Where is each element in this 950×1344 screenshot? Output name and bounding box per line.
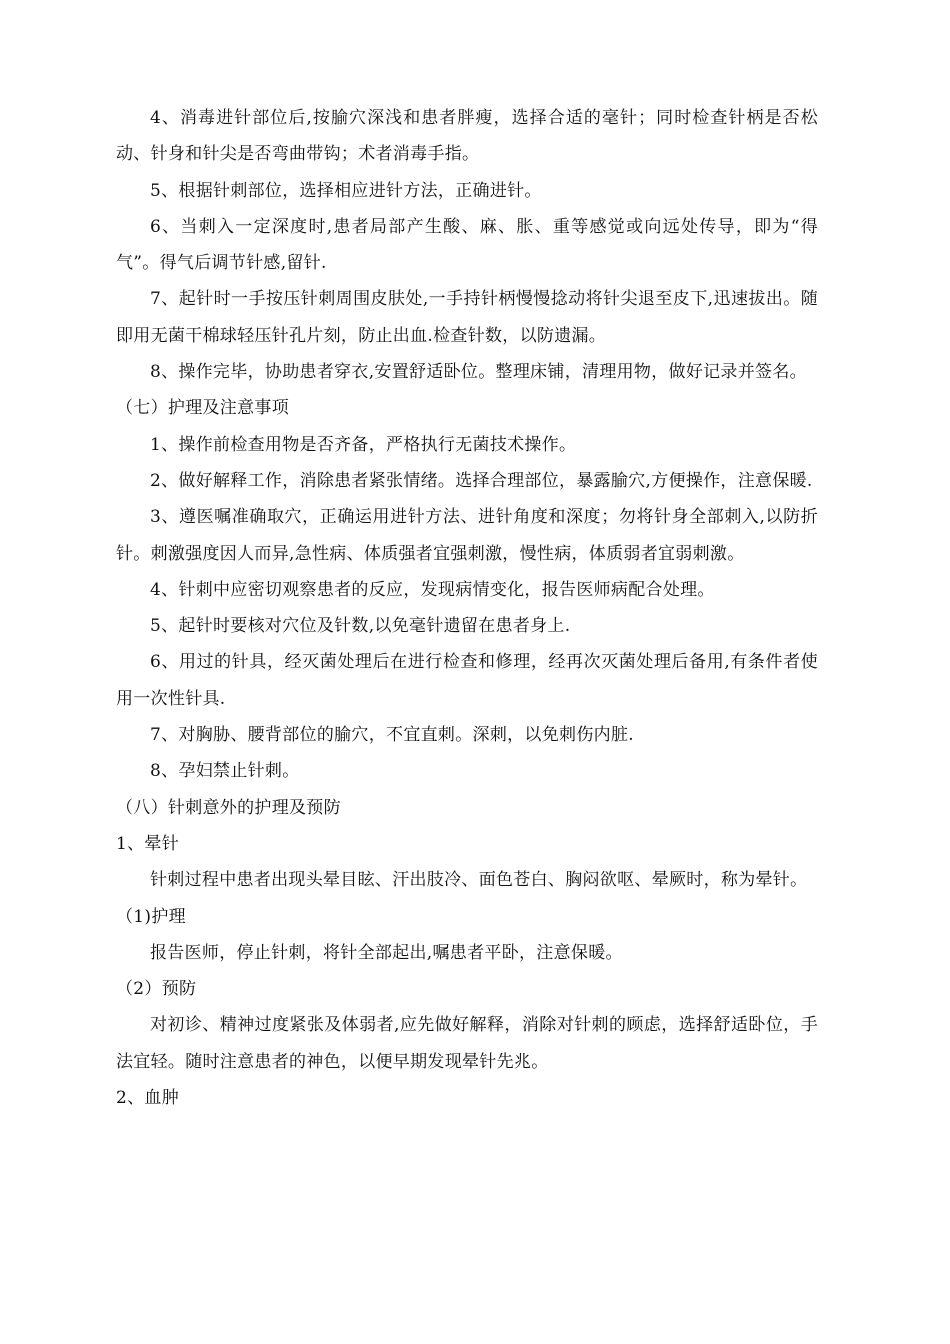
subsection-heading: 1、晕针 [116,833,180,854]
paragraph: 2、做好解释工作，消除患者紧张情绪。选择合理部位，暴露腧穴,方便操作，注意保暖. [150,470,813,491]
paragraph: 4、消毒进针部位后,按腧穴深浅和患者胖瘦，选择合适的毫针；同时检查针柄是否松动、针身和针尖是否弯曲带钩；术者消毒手指。 [116,108,818,165]
subsection-heading: 2、血肿 [116,1088,180,1109]
paragraph: 7、对胸胁、腰背部位的腧穴，不宜直刺。深刺，以免刺伤内脏. [150,725,634,746]
paragraph: 针刺过程中患者出现头晕目眩、汗出肢冷、面色苍白、胸闷欲呕、晕厥时，称为晕针。 [150,870,808,891]
paragraph: 5、根据针刺部位，选择相应进针方法，正确进针。 [150,180,542,201]
paragraph: 1、操作前检查用物是否齐备，严格执行无菌技术操作。 [150,434,577,455]
paragraph: 对初诊、精神过度紧张及体弱者,应先做好解释，消除对针刺的顾虑，选择舒适卧位，手法宜轻。随时注意患者的神色，以便早期发现晕针先兆。 [116,1015,818,1072]
subsection-heading: （1)护理 [116,906,186,927]
document-body [116,100,818,1116]
paragraph: 8、操作完毕，协助患者穿衣,安置舒适卧位。整理床铺，清理用物，做好记录并签名。 [150,362,807,383]
paragraph: 报告医师，停止针刺，将针全部起出,嘱患者平卧，注意保暖。 [150,942,623,963]
paragraph: 6、用过的针具，经灭菌处理后在进行检查和修理，经再次灭菌处理后备用,有条件者使用一次性针具. [116,652,818,709]
section-heading: （八）针刺意外的护理及预防 [116,797,341,818]
paragraph: 6、当刺入一定深度时,患者局部产生酸、麻、胀、重等感觉或向远处传导，即为“得气”。得气后调节针感,留针. [116,216,818,274]
paragraph: 7、起针时一手按压针刺周围皮肤处,一手持针柄慢慢捻动将针尖退至皮下,迅速拔出。随即用无菌干棉球轻压针孔片刻，防止出血.检查针数，以防遗漏。 [116,289,818,346]
paragraph: 4、针刺中应密切观察患者的反应，发现病情变化，报告医师病配合处理。 [150,579,715,600]
section-heading: （七）护理及注意事项 [116,398,289,419]
paragraph: 3、遵医嘱准确取穴，正确运用进针方法、进针角度和深度；勿将针身全部刺入,以防折针。刺激强度因人而异,急性病、体质强者宜强刺激，慢性病，体质弱者宜弱刺激。 [116,507,818,564]
paragraph: 8、孕妇禁止针刺。 [150,761,300,782]
subsection-heading: （2）预防 [116,979,197,1000]
paragraph: 5、起针时要核对穴位及针数,以免毫针遗留在患者身上. [150,616,571,637]
